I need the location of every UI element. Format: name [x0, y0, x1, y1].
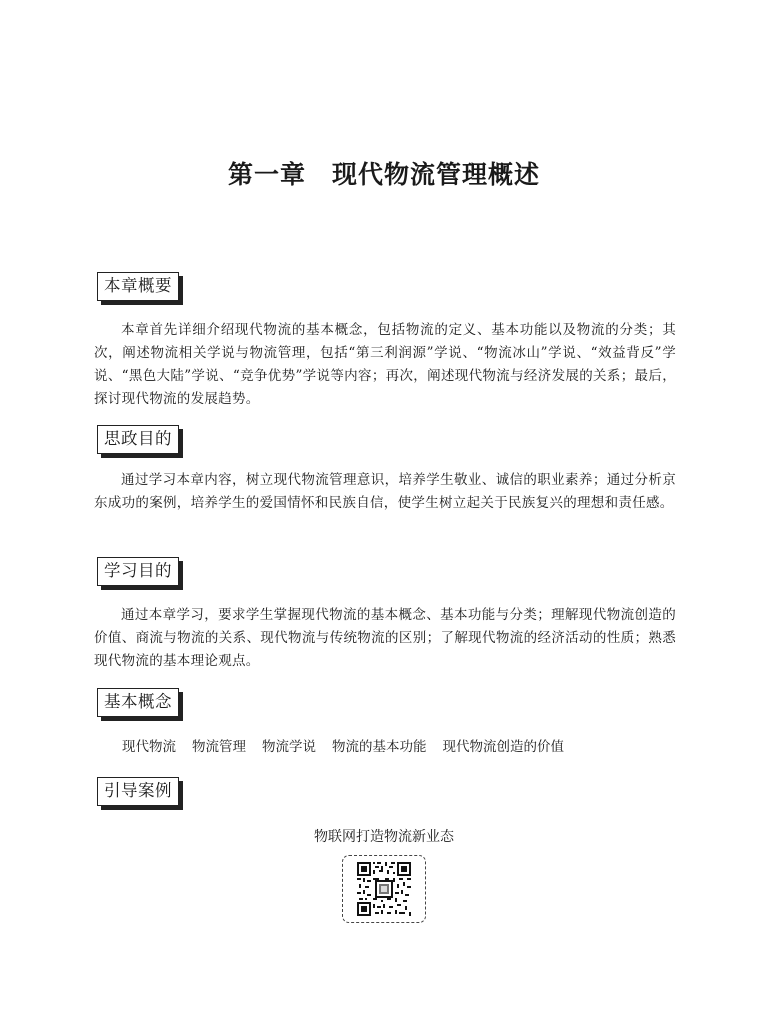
qr-code-icon[interactable]	[357, 862, 411, 916]
learning-paragraph: 通过本章学习，要求学生掌握现代物流的基本概念、基本功能与分类；理解现代物流创造的价值、商流与物流的关系、现代物流与传统物流的区别；了解现代物流的经济活动的性质；熟悉现代物流的基本理论观点。	[94, 607, 676, 669]
section-label-summary: 本章概要	[97, 272, 179, 301]
case-title: 物联网打造物流新业态	[314, 829, 454, 845]
section-label-case: 引导案例	[97, 777, 179, 806]
section-label-concepts: 基本概念	[97, 688, 179, 717]
chapter-name: 现代物流管理概述	[332, 160, 541, 189]
concepts-list	[122, 737, 564, 757]
concept-item: 现代物流创造的价值	[442, 739, 564, 755]
concept-item: 物流管理	[192, 739, 246, 755]
concept-item: 现代物流	[122, 739, 176, 755]
chapter-title	[0, 155, 768, 191]
qr-code-frame[interactable]	[342, 855, 426, 923]
chapter-number: 第一章	[227, 160, 306, 189]
section-label-learning: 学习目的	[97, 557, 179, 586]
concept-item: 物流学说	[262, 739, 316, 755]
summary-paragraph: 本章首先详细介绍现代物流的基本概念，包括物流的定义、基本功能以及物流的分类；其次，阐述物流相关学说与物流管理，包括“第三利润源”学说、“物流冰山”学说、“效益背反”学说、“黑色大陆”学说、“竞争优势”学说等内容；再次，阐述现代物流与经济发展的关系；最后，探讨现代物流的发展趋势。	[94, 322, 676, 407]
concept-item: 物流的基本功能	[332, 739, 427, 755]
ideology-paragraph: 通过学习本章内容，树立现代物流管理意识，培养学生敬业、诚信的职业素养；通过分析京东成功的案例，培养学生的爱国情怀和民族自信，使学生树立起关于民族复兴的理想和责任感。	[94, 472, 676, 511]
section-label-ideology: 思政目的	[97, 425, 179, 454]
